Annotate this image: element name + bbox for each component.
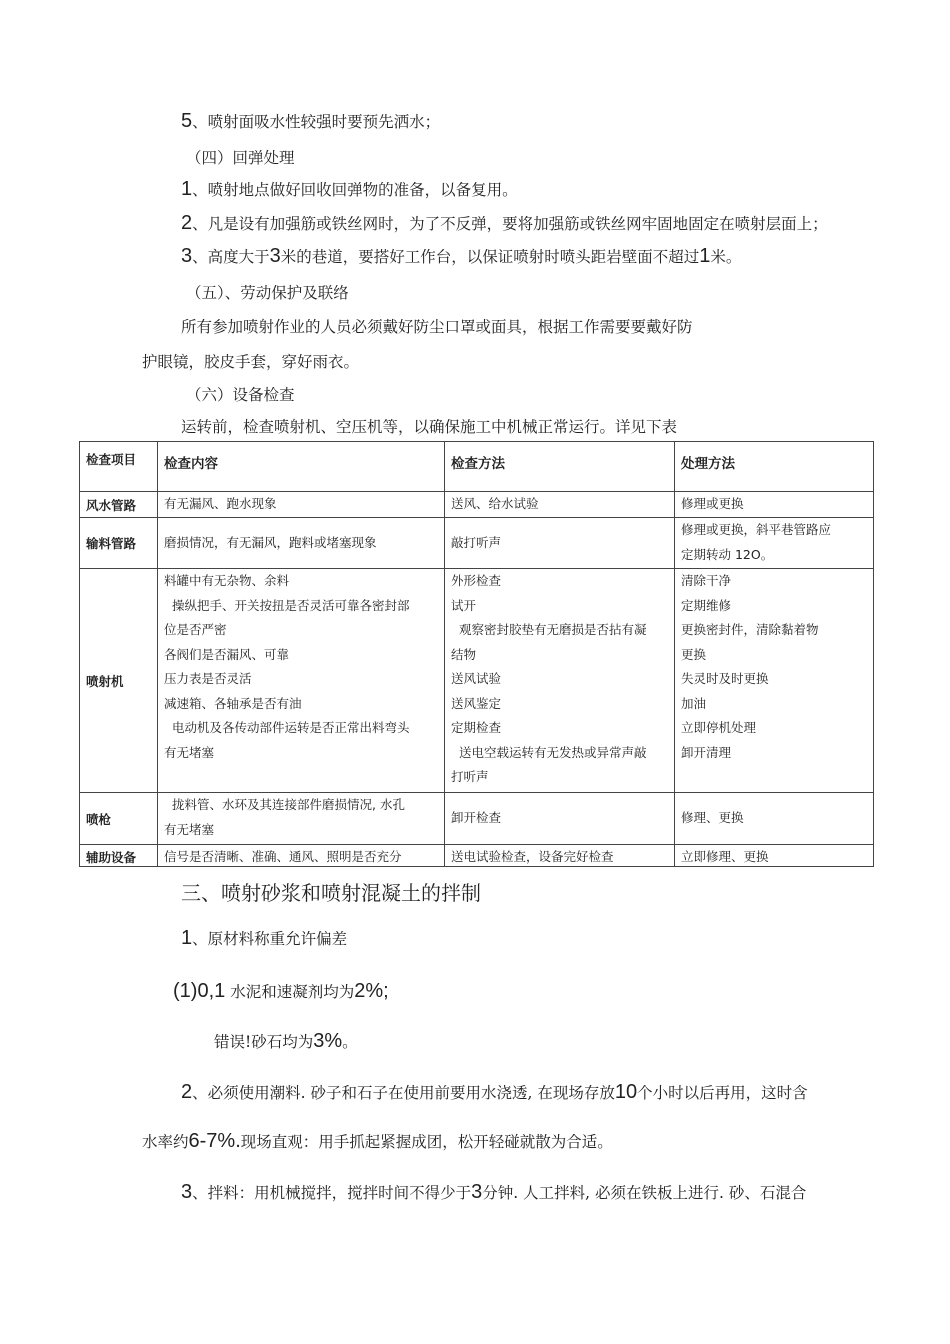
- row-item: 风水管路: [80, 492, 158, 518]
- row-method: [445, 492, 675, 518]
- cell-line: 卸开检查: [451, 810, 502, 826]
- paragraph-item-3: [181, 1181, 806, 1204]
- paragraph-text: 运转前，检查喷射机、空压机等，以确保施工中机械正常运行。详见下表: [181, 418, 678, 436]
- paragraph-item-2-cont: [142, 1130, 613, 1153]
- row-item: 输料管路: [80, 518, 158, 569]
- section-heading-text: （六）设备检查: [186, 386, 295, 404]
- step-number: 1: [181, 178, 193, 200]
- row-content: [158, 793, 445, 845]
- step-text: 水率约: [142, 1133, 189, 1151]
- equipment-check-table: [79, 441, 874, 867]
- sub-value: 3%: [313, 1030, 343, 1052]
- cell-line: 修理、更换: [681, 810, 744, 826]
- section-heading-equipment: [186, 383, 295, 405]
- cell-line: 失灵时及时更换: [681, 671, 769, 686]
- cell-line: 敲打听声: [451, 534, 502, 550]
- step-text: 米的巷道，要搭好工作台，以保证喷射时喷头距岩壁面不超过: [280, 248, 700, 266]
- inline-number: 6-7%.: [188, 1130, 241, 1152]
- paragraph-rebound-2: [181, 212, 828, 235]
- paragraph-rebound-1: [181, 178, 518, 201]
- cell-line: 减速箱、各轴承是否有油: [164, 695, 302, 711]
- paragraph-sub-2: [214, 1030, 358, 1053]
- step-text: 、必须使用潮料. 砂子和石子在使用前要用水浇透, 在现场存放: [192, 1084, 615, 1102]
- sub-number: (1)0,1: [173, 980, 226, 1002]
- cell-line: 送电空载运转有无发热或异常声敲: [459, 744, 647, 760]
- sub-text: 。: [342, 1033, 358, 1051]
- header-handling: 处理方法: [675, 442, 874, 492]
- cell-line: 送风试验: [451, 671, 502, 686]
- cell-line: 送电试验检查，设备完好检查: [451, 849, 614, 864]
- row-method: [445, 793, 675, 845]
- chapter-heading-text: 三、喷射砂浆和喷射混凝土的拌制: [181, 881, 481, 905]
- cell-line: 电动机及各传动部件运转是否正常出料弯头: [172, 720, 410, 735]
- step-number: 2: [181, 212, 193, 234]
- inline-number: 10: [614, 1081, 638, 1103]
- row-handling: [675, 845, 874, 867]
- step-number: 3: [181, 1181, 193, 1203]
- paragraph-equipment-intro: [181, 415, 677, 437]
- cell-line: 定期转动 12O。: [681, 546, 774, 562]
- cell-line: 立即停机处理: [681, 720, 757, 735]
- step-text: 米。: [710, 248, 742, 266]
- cell-line: 结物: [451, 646, 477, 662]
- row-handling: [675, 793, 874, 845]
- cell-line: 有无堵塞: [164, 744, 215, 760]
- step-number: 2: [181, 1081, 193, 1103]
- row-content: [158, 518, 445, 569]
- row-content: [158, 569, 445, 793]
- section-heading-rebound: [186, 146, 295, 168]
- inline-number: 1: [699, 245, 711, 267]
- step-number: 1: [181, 927, 193, 949]
- paragraph-sub-1: [173, 980, 389, 1003]
- section-heading-text: （五）、劳动保护及联络: [186, 284, 349, 302]
- paragraph-labor-line-1: [181, 315, 693, 337]
- row-method: [445, 518, 675, 569]
- sub-text: 错误!砂石均为: [214, 1033, 314, 1051]
- row-method: [445, 845, 675, 867]
- row-handling: [675, 492, 874, 518]
- cell-line: 观察密封胶垫有无磨损是否拈有凝: [459, 622, 647, 637]
- step-number: 5: [181, 110, 193, 132]
- cell-line: 送风、给水试验: [451, 496, 539, 511]
- cell-line: 修理或更换: [681, 496, 744, 511]
- row-handling: [675, 569, 874, 793]
- cell-line: 有无漏风、跑水现象: [164, 496, 277, 511]
- step-text: 、高度大于: [192, 248, 270, 266]
- header-method: 检查方法: [445, 442, 675, 492]
- step-number: 3: [181, 245, 193, 267]
- row-handling: [675, 518, 874, 569]
- paragraph-text: 护眼镜，胶皮手套，穿好雨衣。: [142, 353, 360, 371]
- row-content: [158, 845, 445, 867]
- cell-line: 送风鉴定: [451, 695, 502, 711]
- cell-line: 位是否严密: [164, 622, 227, 637]
- section-heading-text: （四）回弹处理: [186, 149, 295, 167]
- table-row: [80, 518, 874, 569]
- cell-line: 信号是否清晰、准确、通风、照明是否充分: [164, 849, 402, 864]
- cell-line: 各阀们是否漏风、可靠: [164, 646, 290, 662]
- table-header-row: [80, 442, 874, 492]
- inline-number: 3: [269, 245, 281, 267]
- sub-value: 2%;: [354, 980, 389, 1002]
- section-heading-labor: [186, 281, 349, 303]
- cell-line: 修理或更换，斜平巷管路应: [681, 522, 832, 537]
- cell-line: 拢料管、水环及其连接部件磨损情况, 水孔: [172, 797, 405, 812]
- cell-line: 定期检查: [451, 720, 502, 735]
- table-row: [80, 569, 874, 793]
- sub-text: 水泥和速凝剂均为: [230, 983, 355, 1001]
- cell-line: 外形检查: [451, 573, 502, 588]
- header-item: 检查项目: [80, 442, 158, 492]
- cell-line: 有无堵塞: [164, 821, 215, 837]
- row-content: [158, 492, 445, 518]
- header-content: 检查内容: [158, 442, 445, 492]
- table-row: [80, 492, 874, 518]
- cell-line: 料罐中有无杂物、余料: [164, 573, 290, 588]
- step-text: 个小时以后再用，这时含: [637, 1084, 808, 1102]
- cell-line: 操纵把手、开关按扭是否灵活可靠各密封部: [172, 597, 410, 613]
- cell-line: 磨损情况，有无漏风，跑料或堵塞现象: [164, 534, 377, 550]
- table-row: [80, 793, 874, 845]
- cell-line: 定期维修: [681, 597, 732, 613]
- chapter-heading: [181, 877, 481, 906]
- paragraph-labor-line-2: [142, 350, 359, 372]
- table-row: [80, 845, 874, 867]
- cell-line: 更换: [681, 646, 707, 662]
- cell-line: 压力表是否灵活: [164, 671, 252, 686]
- cell-line: 打听声: [451, 769, 489, 784]
- cell-line: 立即修理、更换: [681, 849, 769, 864]
- paragraph-step-5: [181, 110, 440, 133]
- row-item: 喷枪: [80, 793, 158, 845]
- cell-line: 加油: [681, 695, 707, 711]
- step-text: 、喷射面吸水性较强时要预先洒水；: [192, 113, 441, 131]
- row-item: 喷射机: [80, 569, 158, 793]
- cell-line: 试开: [451, 597, 477, 613]
- step-text: 、喷射地点做好回收回弹物的准备，以备复用。: [192, 181, 518, 199]
- inline-number: 3: [471, 1181, 483, 1203]
- row-method: [445, 569, 675, 793]
- cell-line: 更换密封件，清除黏着物: [681, 622, 819, 637]
- paragraph-item-2: [181, 1081, 808, 1104]
- paragraph-item-1: [181, 927, 347, 950]
- cell-line: 清除干净: [681, 573, 732, 588]
- paragraph-text: 所有参加喷射作业的人员必须戴好防尘口罩或面具，根据工作需要要戴好防: [181, 318, 693, 336]
- step-text: 、凡是设有加强筋或铁丝网时，为了不反弹，要将加强筋或铁丝网牢固地固定在喷射层面上；: [192, 215, 828, 233]
- step-text: 现场直观：用手抓起紧握成团，松开轻碰就散为合适。: [240, 1133, 613, 1151]
- step-text: 、原材料称重允许偏差: [192, 930, 348, 948]
- step-text: 分钟. 人工拌料, 必须在铁板上进行. 砂、石混合: [482, 1184, 807, 1202]
- paragraph-rebound-3: [181, 245, 741, 268]
- row-item: 辅助设备: [80, 845, 158, 867]
- step-text: 、拌料：用机械搅拌，搅拌时间不得少于: [192, 1184, 472, 1202]
- cell-line: 卸开清理: [681, 744, 732, 760]
